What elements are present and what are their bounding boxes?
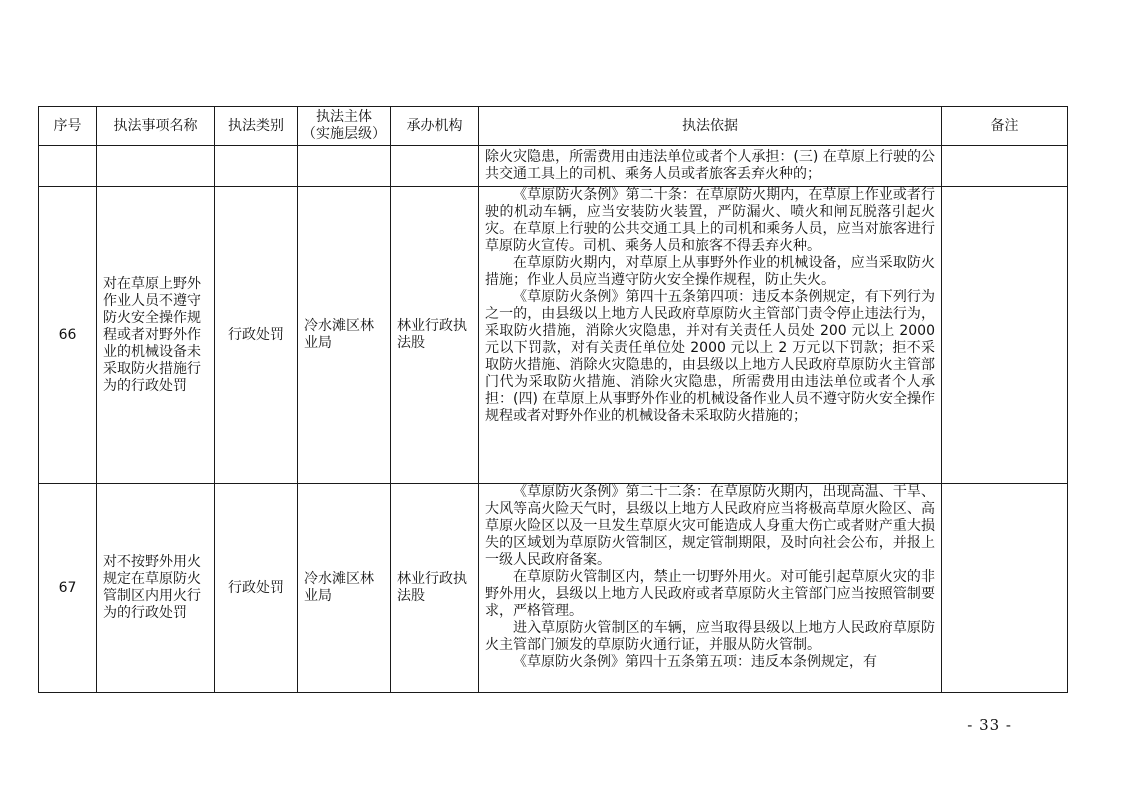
page-number: - 33 - xyxy=(967,716,1012,734)
header-remark: 备注 xyxy=(942,107,1068,146)
basis-paragraph: 《草原防火条例》第四十五条第五项：违反本条例规定，有 xyxy=(513,654,877,670)
cell-basis xyxy=(479,484,942,693)
cell-subject: 冷水滩区林业局 xyxy=(298,187,391,484)
cell-agency: 林业行政执法股 xyxy=(391,484,479,693)
table-row xyxy=(39,484,1068,693)
table-row-continuation xyxy=(39,146,1068,187)
cell-item-name: 对不按野外用火规定在草原防火管制区内用火行为的行政处罚 xyxy=(97,484,215,693)
basis-paragraph: 《草原防火条例》第二十二条：在草原防火期内，出现高温、干旱、大风等高火险天气时，县级以上地方人民政府应当将极高草原火险区、高草原火险区以及一旦发生草原火灾可能造成人身重大伤亡或者财产重大损失的区域划为草原防火管制区，规定管制期限，及时向社会公布，并报上一级人民政府备案。 xyxy=(485,484,935,568)
cell-item-name: 对在草原上野外作业人员不遵守防火安全操作规程或者对野外作业的机械设备未采取防火措施行为的行政处罚 xyxy=(97,187,215,484)
cell-basis xyxy=(479,187,942,484)
enforcement-table xyxy=(38,106,1068,693)
basis-paragraph: 在草原防火管制区内，禁止一切野外用火。对可能引起草原火灾的非野外用火，县级以上地方人民政府或者草原防火主管部门应当按照管制要求，严格管理。 xyxy=(485,569,935,619)
cell-seq: 66 xyxy=(39,187,97,484)
cell-remark xyxy=(942,187,1068,484)
cell-remark xyxy=(942,484,1068,693)
cell-agency xyxy=(391,146,479,187)
basis-paragraph: 进入草原防火管制区的车辆，应当取得县级以上地方人民政府草原防火主管部门颁发的草原防火通行证，并服从防火管制。 xyxy=(485,620,935,653)
cell-category: 行政处罚 xyxy=(215,484,298,693)
cell-category xyxy=(215,146,298,187)
cell-seq: 67 xyxy=(39,484,97,693)
cell-category: 行政处罚 xyxy=(215,187,298,484)
header-item-name: 执法事项名称 xyxy=(97,107,215,146)
cell-item-name xyxy=(97,146,215,187)
cell-subject xyxy=(298,146,391,187)
basis-paragraph: 《草原防火条例》第二十条：在草原防火期内，在草原上作业或者行驶的机动车辆，应当安装防火装置，严防漏火、喷火和闸瓦脱落引起火灾。在草原上行驶的公共交通工具上的司机和乘务人员，应当对旅客进行草原防火宣传。司机、乘务人员和旅客不得丢弃火种。 xyxy=(485,187,935,254)
header-subject-line1: 执法主体 xyxy=(316,109,372,125)
header-subject-line2: （实施层级） xyxy=(302,126,386,142)
table-row xyxy=(39,187,1068,484)
basis-paragraph: 《草原防火条例》第四十五条第四项：违反本条例规定，有下列行为之一的，由县级以上地方人民政府草原防火主管部门责令停止违法行为，采取防火措施，消除火灾隐患，并对有关责任人员处 200 元以上 2000 元以下罚款，对有关责任单位处 2000 元以上 2 万元以下罚款；拒不采取防火措施、消除火灾隐患的，由县级以上地方人民政府草原防火主管部门代为采取防火措施、消除火灾隐患，所需费用由违法单位或者个人承担：(四) 在草原上从事野外作业的机械设备作业人员不遵守防火安全操作规程或者对野外作业的机械设备未采取防火措施的； xyxy=(485,289,935,424)
cell-subject: 冷水滩区林业局 xyxy=(298,484,391,693)
basis-paragraph: 在草原防火期内，对草原上从事野外作业的机械设备，应当采取防火措施；作业人员应当遵守防火安全操作规程，防止失火。 xyxy=(485,255,935,288)
header-category: 执法类别 xyxy=(215,107,298,146)
cell-agency: 林业行政执法股 xyxy=(391,187,479,484)
cell-seq xyxy=(39,146,97,187)
basis-paragraph: 除火灾隐患，所需费用由违法单位或者个人承担：(三) 在草原上行驶的公共交通工具上的司机、乘务人员或者旅客丢弃火种的； xyxy=(485,149,935,182)
header-basis: 执法依据 xyxy=(479,107,942,146)
cell-remark xyxy=(942,146,1068,187)
header-subject xyxy=(298,107,391,146)
header-agency: 承办机构 xyxy=(391,107,479,146)
header-seq: 序号 xyxy=(39,107,97,146)
cell-basis xyxy=(479,146,942,187)
table-header-row xyxy=(39,107,1068,146)
